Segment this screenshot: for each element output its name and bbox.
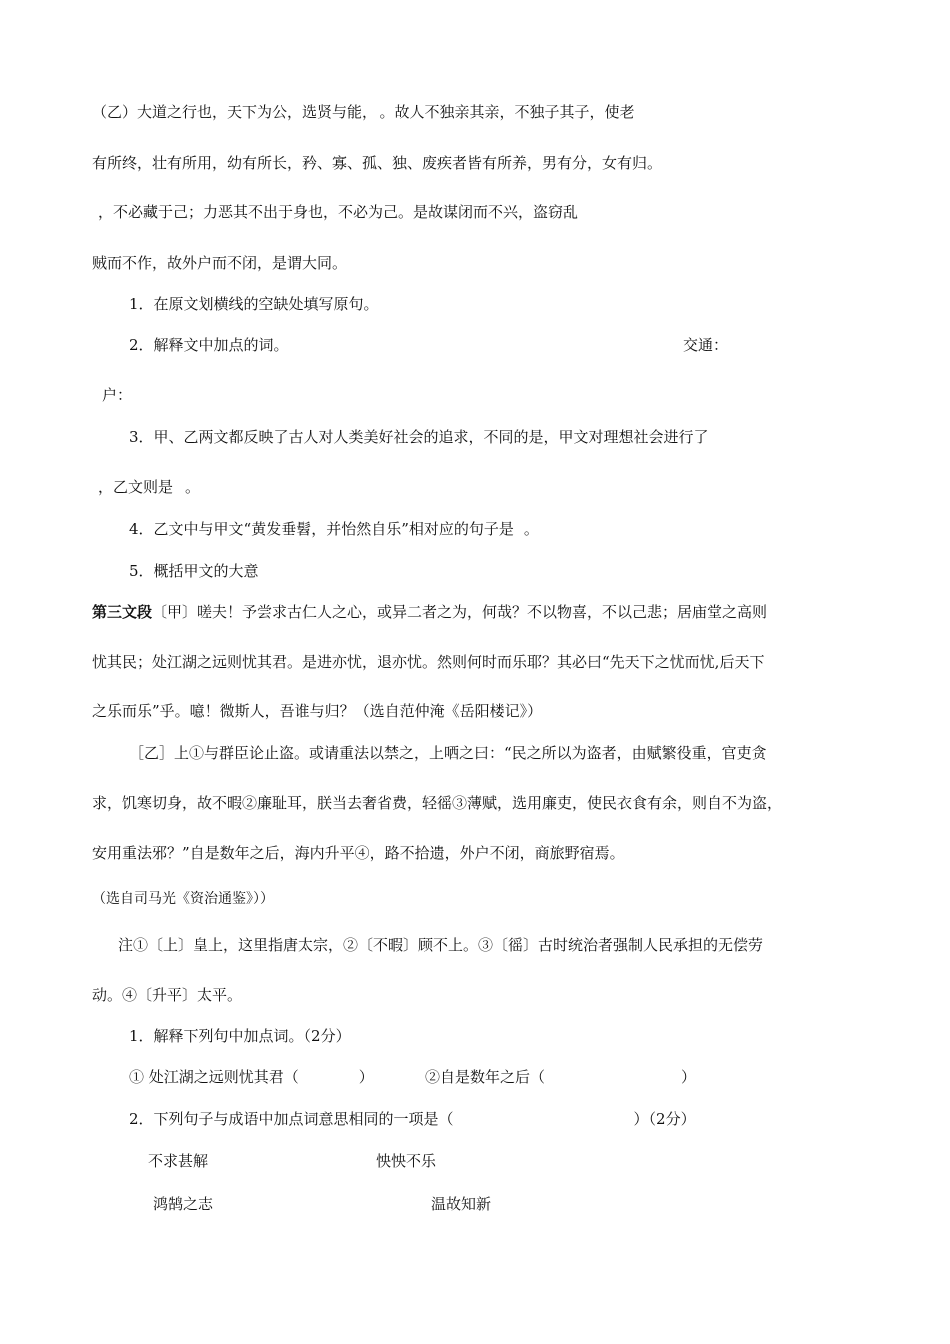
text: 不求甚解 [148, 1152, 209, 1170]
text: 有所终，壮有所用，幼有所长，矜、寡、孤、独、废疾者皆有所养，男有分，女有归。 [92, 154, 663, 172]
passage-yi-line-2 [92, 152, 666, 174]
text: 1．解释下列句中加点词。（2分） [129, 1027, 351, 1045]
text: ②自是数年之后（ [425, 1068, 546, 1086]
text: 怏怏不乐 [376, 1152, 437, 1170]
text: 贼而不作，故外户而不闭，是谓大同。 [92, 254, 348, 272]
section-3-line-3 [92, 700, 542, 722]
question-2 [129, 334, 289, 356]
text: 动。④〔升平〕太平。 [92, 986, 243, 1004]
question-3-line-1 [129, 426, 709, 448]
section-3-note-line-1 [118, 934, 763, 956]
text: ） [681, 1068, 697, 1086]
text: 鸿鹄之志 [153, 1195, 214, 1213]
text: 2．下列句子与成语中加点词意思相同的一项是（ [129, 1110, 454, 1128]
section-3-line-2 [92, 651, 764, 673]
question-5 [129, 560, 259, 582]
question-2-answers [92, 384, 136, 406]
text: 〔甲〕嗟夫！予尝求古仁人之心，或异二者之为，何哉？不以物喜，不以己悲；居庙堂之高则 [152, 603, 768, 621]
text: 4．乙文中与甲文“黄发垂髫，并怡然自乐”相对应的句子是 [129, 520, 514, 538]
section-heading: 第三文段 [92, 603, 153, 621]
text: 2．解释文中加点的词。 [129, 336, 289, 354]
text: ，乙文则是 [98, 478, 174, 496]
text: （乙）大道之行也，天下为公，选贤与能， [92, 103, 370, 121]
section-3-line-1 [92, 601, 767, 623]
text: ［乙］上①与群臣论止盗。或请重法以禁之，上哂之曰：“民之所以为盗者，由赋繁役重，官吏贪 [129, 744, 767, 762]
question-4 [129, 518, 539, 540]
question-1 [129, 293, 379, 315]
text: 温故知新 [431, 1195, 492, 1213]
question-2-2 [129, 1108, 696, 1130]
hu-label: 户： [102, 386, 133, 404]
text: 之乐而乐”乎。噫！微斯人，吾谁与归？（选自范仲淹《岳阳楼记》） [92, 702, 543, 720]
text: ）（2分） [633, 1110, 696, 1128]
section-3-source [92, 888, 274, 910]
section-3-yi-line-3 [92, 842, 625, 864]
question-2-1-item-2 [425, 1066, 696, 1088]
passage-yi-line-1 [92, 101, 635, 123]
option-2 [376, 1150, 436, 1172]
section-3-yi-line-2 [92, 792, 782, 814]
text: 注①〔上〕皇上，这里指唐太宗，②〔不暇〕顾不上。③〔徭〕古时统治者强制人民承担的无偿劳 [118, 936, 764, 954]
section-3-note-line-2 [92, 984, 242, 1006]
text: ，不必藏于己；力恶其不出于身也，不必为己。是故谋闭而不兴，盗窃乱 [98, 203, 579, 221]
question-2-1 [129, 1025, 351, 1047]
text: 。故人不独亲其亲，不独子其子，使老 [379, 103, 635, 121]
text: ① 处江湖之远则忧其君（ [129, 1068, 299, 1086]
option-4 [431, 1193, 491, 1215]
text: 。 [523, 520, 539, 538]
text: ） [358, 1068, 374, 1086]
question-3-line-2 [92, 476, 200, 498]
passage-yi-line-4 [92, 252, 347, 274]
option-3 [153, 1193, 213, 1215]
text: 1．在原文划横线的空缺处填写原句。 [129, 295, 379, 313]
question-2-1-items [129, 1066, 374, 1088]
text: 交通： [683, 336, 729, 354]
section-3-yi-line-1 [129, 742, 767, 764]
text: 3．甲、乙两文都反映了古人对人类美好社会的追求，不同的是，甲文对理想社会进行了 [129, 428, 709, 446]
text: 。 [185, 478, 201, 496]
option-1 [148, 1150, 208, 1172]
text: 5．概括甲文的大意 [129, 562, 259, 580]
question-2-jiaotong-label [683, 334, 728, 356]
text: 求，饥寒切身，故不暇②廉耻耳，朕当去奢省费，轻徭③薄赋，选用廉吏，使民衣食有余，则自不为盗， [92, 794, 783, 812]
text: 忧其民；处江湖之远则忧其君。是进亦忧，退亦忧。然则何时而乐耶？其必曰“先天下之忧而忧,后天下 [92, 653, 765, 671]
text: （选自司马光《资治通鉴》）） [92, 891, 274, 907]
text: 安用重法邪？”自是数年之后，海内升平④，路不拾遗，外户不闭，商旅野宿焉。 [92, 844, 625, 862]
passage-yi-line-3 [92, 201, 578, 223]
